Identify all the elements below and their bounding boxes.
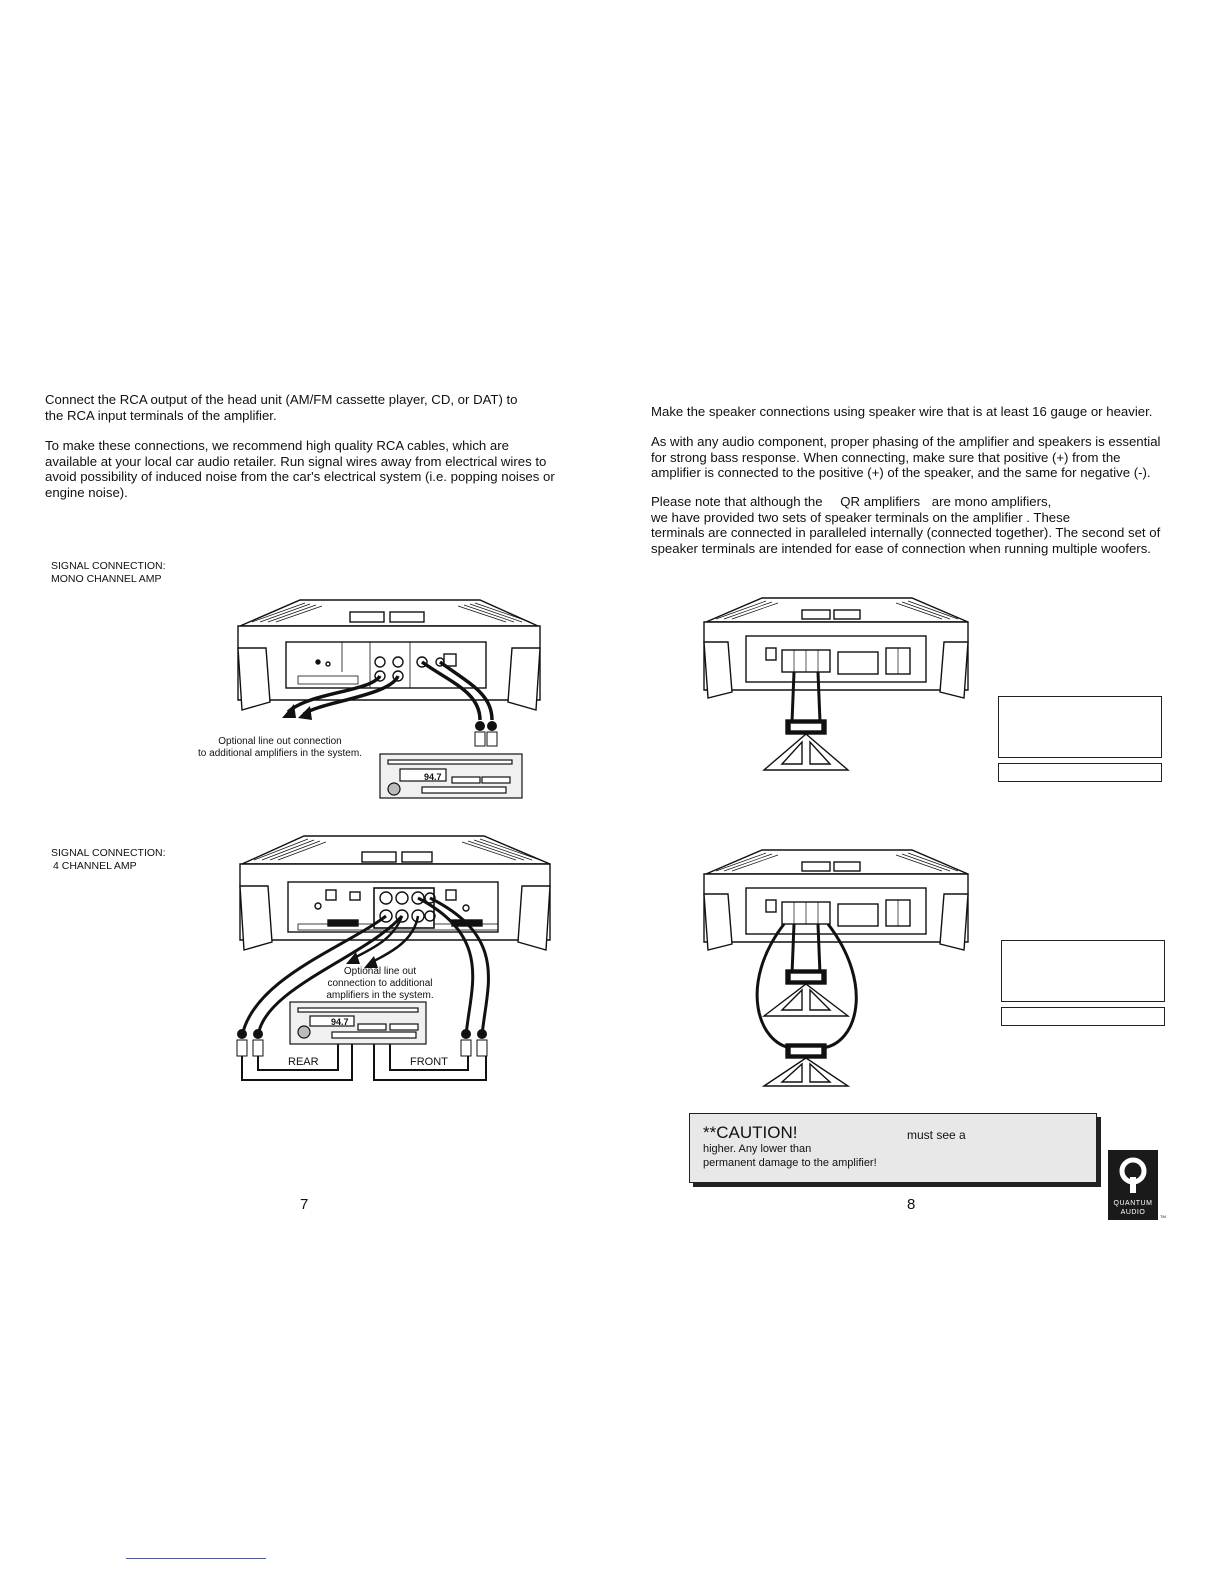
para3-brand: QR amplifiers (840, 494, 921, 509)
text-line: avoid possibility of induced noise from the car's electrical system (i.e. popping noises or (45, 469, 555, 485)
diagram1-heading-line2: MONO CHANNEL AMP (51, 573, 162, 585)
single-woofer-diagram (698, 592, 974, 774)
phasing-paragraph (651, 434, 1177, 481)
dual-woofer-diagram (698, 844, 974, 1088)
text-line: available at your local car audio retailer. Run signal wires away from electrical wires to (45, 453, 547, 469)
text-line: engine noise). (45, 484, 128, 500)
diagram1-heading-line1: SIGNAL CONNECTION: (51, 560, 166, 572)
terminals-paragraph (651, 494, 1179, 556)
text-line: we have provided two sets of speaker terminals on the amplifier . These (651, 509, 1071, 525)
info-box-1-footer (998, 763, 1162, 782)
text-line: terminals are connected in paralleled internally (connected together). The second set of (651, 525, 1161, 541)
diagram2-caption-line3: amplifiers in the system. (326, 990, 434, 1001)
diagram2-heading (51, 847, 166, 873)
diagram2-caption (310, 966, 450, 1002)
speaker-wire-paragraph (651, 404, 1181, 420)
diagram1-caption-line1: Optional line out connection (218, 736, 342, 747)
caution-mid-text: must see a (907, 1128, 966, 1142)
diagram2-caption-line2: connection to additional (327, 978, 433, 989)
radio-display-2: 94.7 (331, 1017, 349, 1027)
text-line: the RCA input terminals of the amplifier. (45, 407, 277, 423)
caution-line2: permanent damage to the amplifier! (703, 1157, 877, 1169)
front-label: FRONT (410, 1056, 448, 1068)
text-line: speaker terminals are intended for ease of connection when running multiple woofers. (651, 540, 1151, 556)
mono-amp-diagram (230, 592, 550, 802)
page-number-right: 8 (907, 1196, 916, 1213)
diagram2-caption-line1: Optional line out (343, 966, 417, 977)
text-line: As with any audio component, proper phasing of the amplifier and speakers is essential (651, 434, 1161, 449)
text-line: for strong bass response. When connecting, make sure that positive (+) from the (651, 449, 1121, 465)
intro-paragraph (45, 392, 567, 423)
logo-line2: AUDIO (1120, 1209, 1146, 1216)
rear-label: REAR (288, 1056, 319, 1068)
diagram2-heading-line2: 4 CHANNEL AMP (53, 860, 137, 872)
diagram1-caption-line2: to additional amplifiers in the system. (198, 748, 362, 759)
rca-cable-paragraph (45, 438, 571, 500)
footer-link-underline (126, 1558, 266, 1559)
text-line: Connect the RCA output of the head unit (AM/FM cassette player, CD, or DAT) to (45, 392, 518, 407)
para3-rest: are mono amplifiers, (931, 494, 1052, 509)
diagram2-heading-line1: SIGNAL CONNECTION: (51, 847, 166, 859)
quantum-audio-logo (1108, 1150, 1158, 1220)
text-line: Make the speaker connections using speaker wire that is at least 16 gauge or heavier. (651, 404, 1153, 419)
radio-display-1: 94.7 (424, 772, 442, 782)
info-box-1 (998, 696, 1162, 758)
info-box-2 (1001, 940, 1165, 1002)
caution-title: **CAUTION! (703, 1123, 798, 1142)
text-line: To make these connections, we recommend high quality RCA cables, which are (45, 438, 509, 453)
para3-start: Please note that although the (651, 494, 823, 509)
logo-trademark: TM (1160, 1214, 1166, 1219)
info-box-2-footer (1001, 1007, 1165, 1026)
text-line (651, 494, 1179, 510)
page-number-left: 7 (300, 1196, 309, 1213)
diagram1-caption (180, 736, 380, 760)
quantum-q-icon (1118, 1155, 1148, 1195)
diagram1-heading (51, 560, 166, 586)
caution-box (689, 1113, 1097, 1183)
text-line: amplifier is connected to the positive (+) of the speaker, and the same for negative (-). (651, 465, 1151, 481)
four-channel-amp-diagram (234, 828, 556, 1088)
caution-line1: higher. Any lower than (703, 1143, 812, 1155)
logo-line1: QUANTUM (1113, 1200, 1153, 1207)
